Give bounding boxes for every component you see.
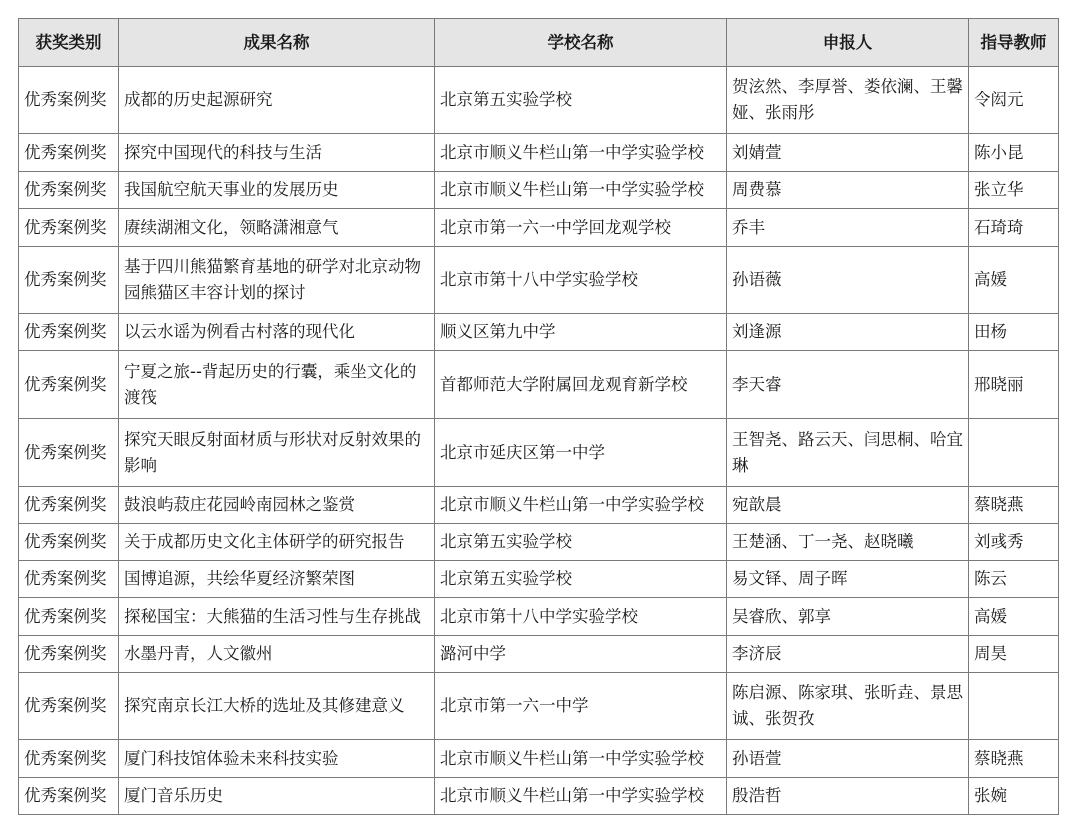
table-row bbox=[19, 172, 1059, 209]
cell-title: 关于成都历史文化主体研学的研究报告 bbox=[119, 524, 435, 561]
cell-applicant: 王楚涵、丁一尧、赵晓曦 bbox=[727, 524, 969, 561]
cell-applicant: 刘婧萱 bbox=[727, 134, 969, 172]
cell-school: 顺义区第九中学 bbox=[435, 314, 727, 351]
cell-category: 优秀案例奖 bbox=[19, 172, 119, 209]
cell-applicant: 刘逢源 bbox=[727, 314, 969, 351]
cell-teacher bbox=[969, 673, 1059, 740]
table-row bbox=[19, 524, 1059, 561]
cell-teacher: 陈小昆 bbox=[969, 134, 1059, 172]
cell-title: 基于四川熊猫繁育基地的研学对北京动物园熊猫区丰容计划的探讨 bbox=[119, 247, 435, 314]
cell-teacher: 高媛 bbox=[969, 247, 1059, 314]
cell-category: 优秀案例奖 bbox=[19, 524, 119, 561]
cell-school: 北京市第十八中学实验学校 bbox=[435, 247, 727, 314]
cell-applicant: 殷浩哲 bbox=[727, 778, 969, 815]
cell-title: 国博追源，共绘华夏经济繁荣图 bbox=[119, 561, 435, 598]
cell-category: 优秀案例奖 bbox=[19, 561, 119, 598]
cell-school: 北京市顺义牛栏山第一中学实验学校 bbox=[435, 487, 727, 524]
cell-teacher: 石琦琦 bbox=[969, 209, 1059, 247]
cell-category: 优秀案例奖 bbox=[19, 598, 119, 636]
cell-category: 优秀案例奖 bbox=[19, 673, 119, 740]
table-row bbox=[19, 740, 1059, 778]
cell-title: 成都的历史起源研究 bbox=[119, 67, 435, 134]
cell-teacher: 周昊 bbox=[969, 636, 1059, 673]
table-row bbox=[19, 67, 1059, 134]
cell-school: 北京市顺义牛栏山第一中学实验学校 bbox=[435, 740, 727, 778]
cell-school: 潞河中学 bbox=[435, 636, 727, 673]
cell-applicant: 贺泫然、李厚誉、娄依澜、王馨娅、张雨彤 bbox=[727, 67, 969, 134]
cell-title: 厦门科技馆体验未来科技实验 bbox=[119, 740, 435, 778]
table-row bbox=[19, 598, 1059, 636]
header-school: 学校名称 bbox=[435, 19, 727, 67]
cell-teacher: 张婉 bbox=[969, 778, 1059, 815]
cell-applicant: 李济辰 bbox=[727, 636, 969, 673]
header-applicant: 申报人 bbox=[727, 19, 969, 67]
table-row bbox=[19, 673, 1059, 740]
cell-applicant: 李天睿 bbox=[727, 351, 969, 419]
cell-applicant: 陈启源、陈家琪、张昕垚、景思诚、张贺孜 bbox=[727, 673, 969, 740]
cell-title: 赓续湖湘文化，领略潇湘意气 bbox=[119, 209, 435, 247]
header-teacher: 指导教师 bbox=[969, 19, 1059, 67]
header-title: 成果名称 bbox=[119, 19, 435, 67]
table-row bbox=[19, 314, 1059, 351]
cell-category: 优秀案例奖 bbox=[19, 351, 119, 419]
cell-school: 北京市第十八中学实验学校 bbox=[435, 598, 727, 636]
cell-teacher: 蔡晓燕 bbox=[969, 487, 1059, 524]
table-row bbox=[19, 778, 1059, 815]
cell-category: 优秀案例奖 bbox=[19, 636, 119, 673]
cell-applicant: 孙语薇 bbox=[727, 247, 969, 314]
cell-teacher: 蔡晓燕 bbox=[969, 740, 1059, 778]
cell-applicant: 王智尧、路云天、闫思桐、哈宜琳 bbox=[727, 419, 969, 487]
cell-title: 探究中国现代的科技与生活 bbox=[119, 134, 435, 172]
cell-category: 优秀案例奖 bbox=[19, 134, 119, 172]
cell-school: 北京市顺义牛栏山第一中学实验学校 bbox=[435, 134, 727, 172]
cell-teacher: 令闳元 bbox=[969, 67, 1059, 134]
cell-category: 优秀案例奖 bbox=[19, 314, 119, 351]
cell-title: 探秘国宝：大熊猫的生活习性与生存挑战 bbox=[119, 598, 435, 636]
cell-teacher bbox=[969, 419, 1059, 487]
cell-school: 北京第五实验学校 bbox=[435, 524, 727, 561]
award-table bbox=[18, 18, 1059, 815]
cell-school: 北京第五实验学校 bbox=[435, 561, 727, 598]
cell-school: 北京市第一六一中学 bbox=[435, 673, 727, 740]
cell-school: 北京市顺义牛栏山第一中学实验学校 bbox=[435, 172, 727, 209]
cell-applicant: 宛歆晨 bbox=[727, 487, 969, 524]
table-row bbox=[19, 487, 1059, 524]
cell-category: 优秀案例奖 bbox=[19, 487, 119, 524]
table-row bbox=[19, 351, 1059, 419]
table-row bbox=[19, 134, 1059, 172]
cell-teacher: 邢晓丽 bbox=[969, 351, 1059, 419]
cell-title: 厦门音乐历史 bbox=[119, 778, 435, 815]
cell-category: 优秀案例奖 bbox=[19, 778, 119, 815]
cell-teacher: 陈云 bbox=[969, 561, 1059, 598]
header-category: 获奖类别 bbox=[19, 19, 119, 67]
cell-title: 我国航空航天事业的发展历史 bbox=[119, 172, 435, 209]
table-row bbox=[19, 419, 1059, 487]
cell-teacher: 张立华 bbox=[969, 172, 1059, 209]
cell-teacher: 刘彧秀 bbox=[969, 524, 1059, 561]
cell-title: 探究南京长江大桥的选址及其修建意义 bbox=[119, 673, 435, 740]
cell-title: 鼓浪屿菽庄花园岭南园林之鉴赏 bbox=[119, 487, 435, 524]
table-row bbox=[19, 209, 1059, 247]
cell-applicant: 周费慕 bbox=[727, 172, 969, 209]
cell-title: 探究天眼反射面材质与形状对反射效果的影响 bbox=[119, 419, 435, 487]
cell-title: 宁夏之旅--背起历史的行囊，乘坐文化的渡筏 bbox=[119, 351, 435, 419]
table-row bbox=[19, 561, 1059, 598]
cell-category: 优秀案例奖 bbox=[19, 247, 119, 314]
cell-school: 北京第五实验学校 bbox=[435, 67, 727, 134]
cell-applicant: 乔丰 bbox=[727, 209, 969, 247]
table-row bbox=[19, 636, 1059, 673]
cell-teacher: 田杨 bbox=[969, 314, 1059, 351]
cell-category: 优秀案例奖 bbox=[19, 740, 119, 778]
cell-applicant: 吴睿欣、郭享 bbox=[727, 598, 969, 636]
cell-school: 北京市顺义牛栏山第一中学实验学校 bbox=[435, 778, 727, 815]
cell-teacher: 高媛 bbox=[969, 598, 1059, 636]
cell-applicant: 易文铎、周子晖 bbox=[727, 561, 969, 598]
cell-applicant: 孙语萱 bbox=[727, 740, 969, 778]
cell-school: 北京市第一六一中学回龙观学校 bbox=[435, 209, 727, 247]
cell-title: 以云水谣为例看古村落的现代化 bbox=[119, 314, 435, 351]
table-row bbox=[19, 247, 1059, 314]
cell-category: 优秀案例奖 bbox=[19, 419, 119, 487]
cell-school: 北京市延庆区第一中学 bbox=[435, 419, 727, 487]
header-row bbox=[19, 19, 1059, 67]
cell-school: 首都师范大学附属回龙观育新学校 bbox=[435, 351, 727, 419]
cell-category: 优秀案例奖 bbox=[19, 209, 119, 247]
cell-category: 优秀案例奖 bbox=[19, 67, 119, 134]
cell-title: 水墨丹青，人文徽州 bbox=[119, 636, 435, 673]
